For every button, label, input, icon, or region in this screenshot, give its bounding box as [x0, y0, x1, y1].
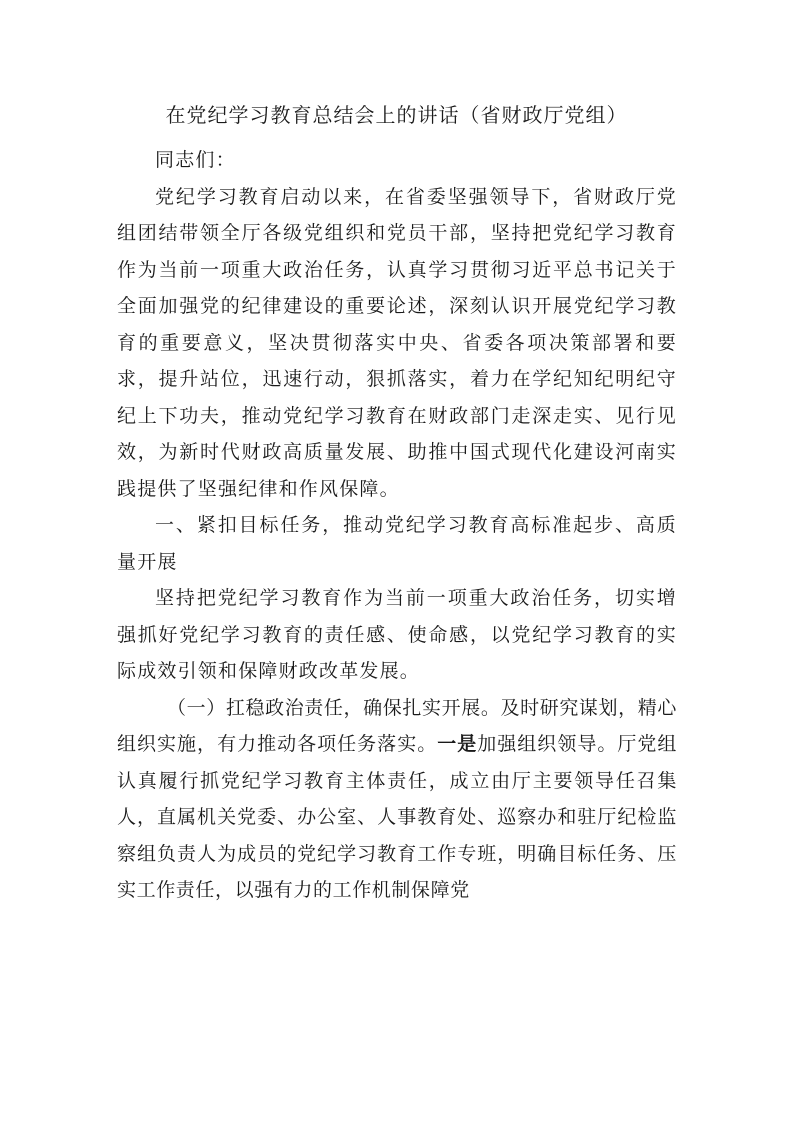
- subsection-1: [117, 690, 677, 909]
- subsection-1-lead: （一）扛稳政治责任，确保扎实开展。及时研究谋划，精心组织实施，有力推动各项任务落实。: [117, 696, 677, 755]
- subsection-1-emphasis: 一是: [437, 733, 478, 755]
- section-heading-1: 一、紧扣目标任务，推动党纪学习教育高标准起步、高质量开展: [117, 514, 677, 573]
- document-title: 在党纪学习教育总结会上的讲话（省财政厅党组）: [165, 103, 628, 127]
- document-body: [117, 142, 677, 909]
- salutation: 同志们：: [155, 149, 236, 171]
- paragraph-section-1: 坚持把党纪学习教育作为当前一项重大政治任务，切实增强抓好党纪学习教育的责任感、使命感，以党纪学习教育的实际成效引领和保障财政改革发展。: [117, 587, 677, 682]
- subsection-1-rest: 加强组织领导。厅党组认真履行抓党纪学习教育主体责任，成立由厅主要领导任召集人，直属机关党委、办公室、人事教育处、巡察办和驻厅纪检监察组负责人为成员的党纪学习教育工作专班，明确目标任务、压实工作责任，以强有力的工作机制保障党: [117, 733, 677, 901]
- paragraph-intro: 党纪学习教育启动以来，在省委坚强领导下，省财政厅党组团结带领全厅各级党组织和党员干部，坚持把党纪学习教育作为当前一项重大政治任务，认真学习贯彻习近平总书记关于全面加强党的纪律建设的重要论述，深刻认识开展党纪学习教育的重要意义，坚决贯彻落实中央、省委各项决策部署和要求，提升站位，迅速行动，狠抓落实，着力在学纪知纪明纪守纪上下功夫，推动党纪学习教育在财政部门走深走实、见行见效，为新时代财政高质量发展、助推中国式现代化建设河南实践提供了坚强纪律和作风保障。: [117, 185, 677, 500]
